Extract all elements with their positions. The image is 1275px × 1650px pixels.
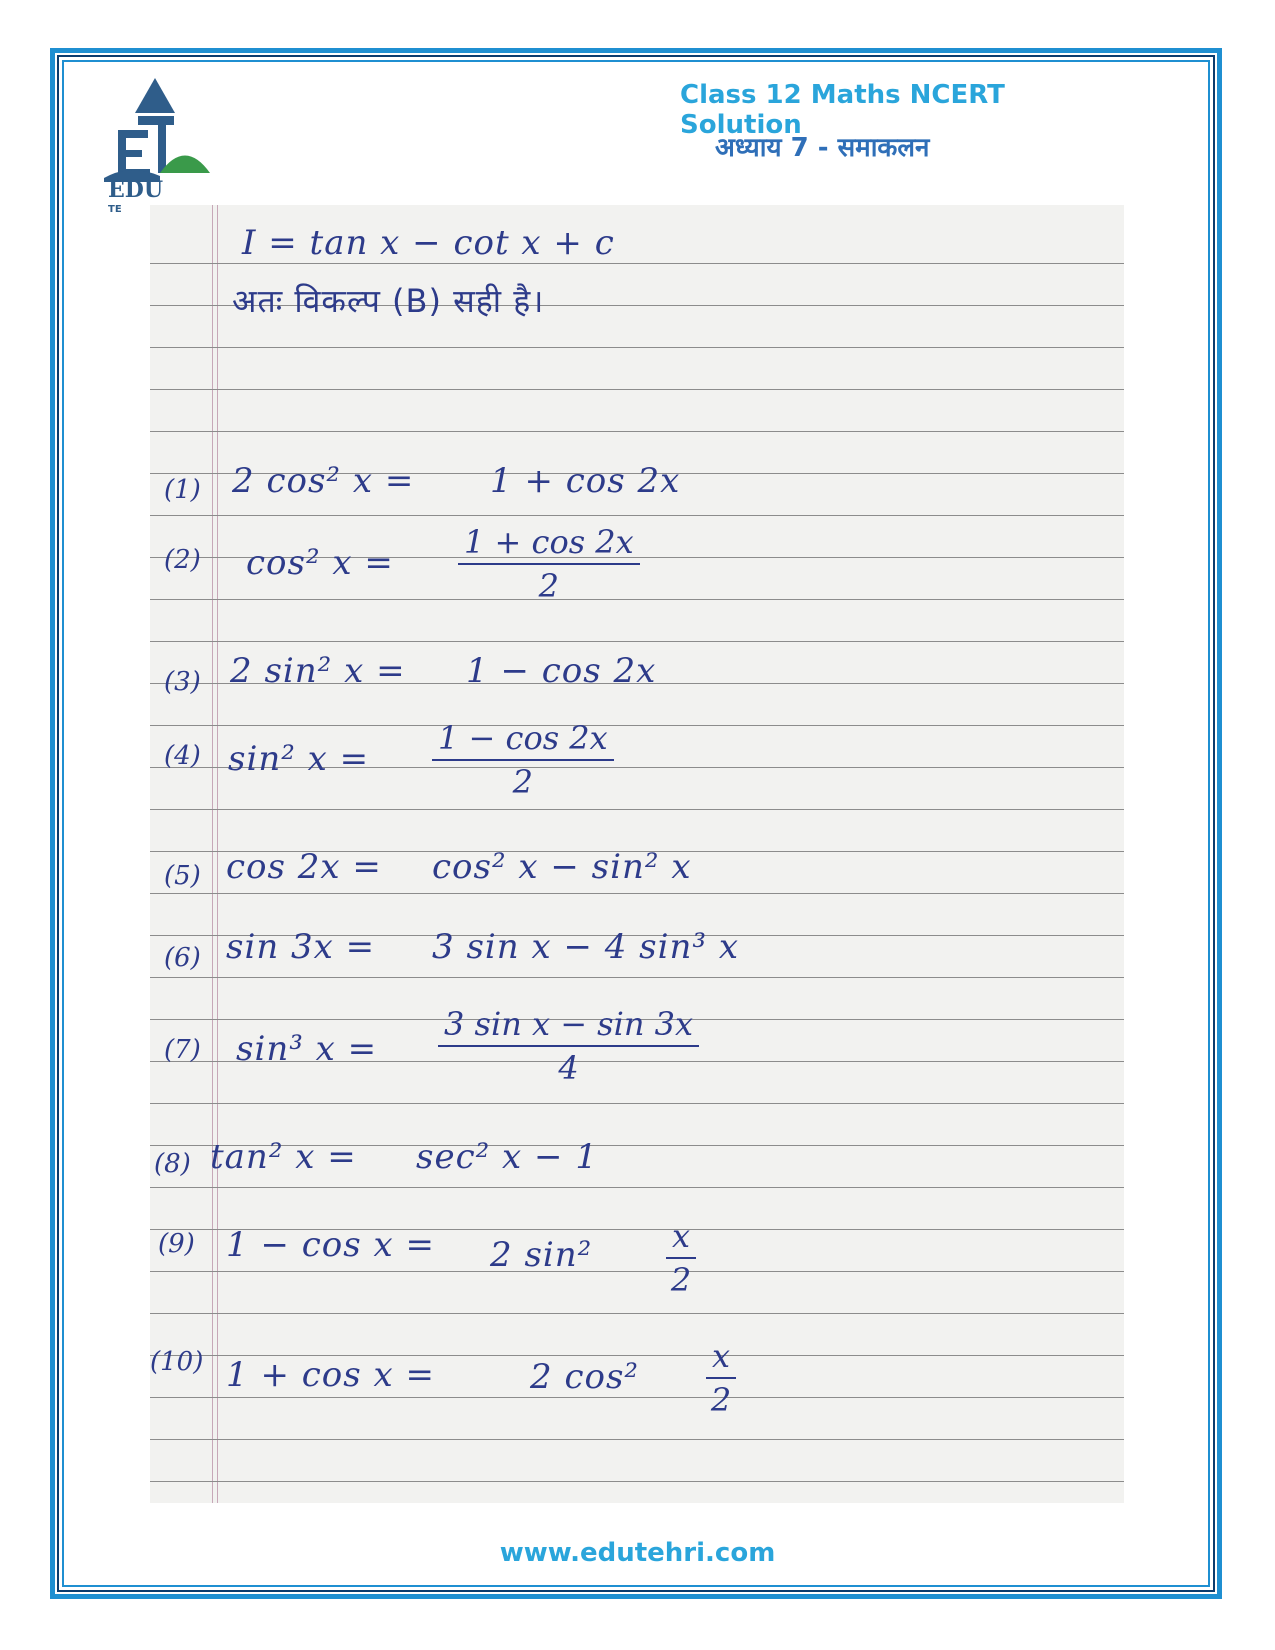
fraction-denominator: 2 xyxy=(512,763,534,801)
formula-fraction xyxy=(706,1337,736,1419)
answer-statement: अतः विकल्प (B) सही है। xyxy=(232,282,545,320)
fraction-numerator: 1 − cos 2x xyxy=(432,719,614,761)
formula-number: (1) xyxy=(164,475,201,505)
fraction-numerator: 1 + cos 2x xyxy=(458,523,640,565)
formula-number: (8) xyxy=(154,1149,191,1179)
ruled-line xyxy=(150,431,1124,432)
ruled-line xyxy=(150,977,1124,978)
formula-fraction xyxy=(666,1217,696,1299)
formula-rhs: cos² x − sin² x xyxy=(432,847,692,887)
ruled-line xyxy=(150,1397,1124,1398)
formula-fraction xyxy=(458,523,640,605)
formula-rhs: 1 − cos 2x xyxy=(466,651,657,691)
ruled-line xyxy=(150,1103,1124,1104)
formula-lhs: 1 − cos x = xyxy=(226,1225,435,1265)
edutehri-logo xyxy=(100,78,225,223)
formula-number: (9) xyxy=(158,1229,195,1259)
ruled-line xyxy=(150,263,1124,264)
ruled-line xyxy=(150,515,1124,516)
fraction-denominator: 2 xyxy=(670,1261,692,1299)
ruled-line xyxy=(150,893,1124,894)
formula-rhs: 2 sin² xyxy=(490,1235,593,1275)
formula-lhs: tan² x = xyxy=(210,1137,357,1177)
formula-rhs: 3 sin x − 4 sin³ x xyxy=(432,927,740,967)
ruled-line xyxy=(150,725,1124,726)
ruled-line xyxy=(150,1271,1124,1272)
formula-lhs: 2 cos² x = xyxy=(232,461,415,501)
ruled-line xyxy=(150,389,1124,390)
formula-rhs: 2 cos² xyxy=(530,1357,640,1397)
formula-number: (3) xyxy=(164,667,201,697)
ruled-line xyxy=(150,1313,1124,1314)
ruled-line xyxy=(150,809,1124,810)
formula-lhs: cos² x = xyxy=(246,543,394,583)
website-url[interactable]: www.edutehri.com xyxy=(499,1538,776,1568)
margin-line xyxy=(217,205,218,1503)
fraction-numerator: 3 sin x − sin 3x xyxy=(438,1005,699,1047)
formula-number: (4) xyxy=(164,741,201,771)
ruled-line xyxy=(150,641,1124,642)
integral-result: I = tan x − cot x + c xyxy=(242,223,615,263)
formula-lhs: cos 2x = xyxy=(226,847,382,887)
formula-number: (7) xyxy=(164,1035,201,1065)
formula-number: (2) xyxy=(164,545,201,575)
header-chapter: अध्याय 7 - समाकलन xyxy=(715,133,930,163)
margin-line xyxy=(212,205,213,1503)
ruled-line xyxy=(150,1187,1124,1188)
fraction-numerator: x xyxy=(666,1217,696,1259)
formula-number: (5) xyxy=(164,861,201,891)
fraction-numerator: x xyxy=(706,1337,736,1379)
formula-lhs: 1 + cos x = xyxy=(226,1355,435,1395)
formula-lhs: sin 3x = xyxy=(226,927,376,967)
ruled-line xyxy=(150,1439,1124,1440)
formula-rhs: 1 + cos 2x xyxy=(490,461,681,501)
formula-rhs: sec² x − 1 xyxy=(416,1137,598,1177)
fraction-denominator: 4 xyxy=(558,1049,579,1087)
ruled-line xyxy=(150,347,1124,348)
formula-number: (10) xyxy=(150,1347,204,1377)
formula-lhs: sin³ x = xyxy=(236,1029,378,1069)
formula-lhs: sin² x = xyxy=(228,739,370,779)
formula-fraction xyxy=(438,1005,699,1087)
handwritten-notes xyxy=(150,205,1124,1503)
formula-lhs: 2 sin² x = xyxy=(230,651,406,691)
ruled-line xyxy=(150,1481,1124,1482)
header-title: Class 12 Maths NCERT Solution xyxy=(680,80,1005,140)
logo-letters: EDU xyxy=(108,177,164,203)
logo-small-text: TE xyxy=(108,204,122,215)
fraction-denominator: 2 xyxy=(538,567,560,605)
formula-number: (6) xyxy=(164,943,201,973)
fraction-denominator: 2 xyxy=(710,1381,732,1419)
formula-fraction xyxy=(432,719,614,801)
